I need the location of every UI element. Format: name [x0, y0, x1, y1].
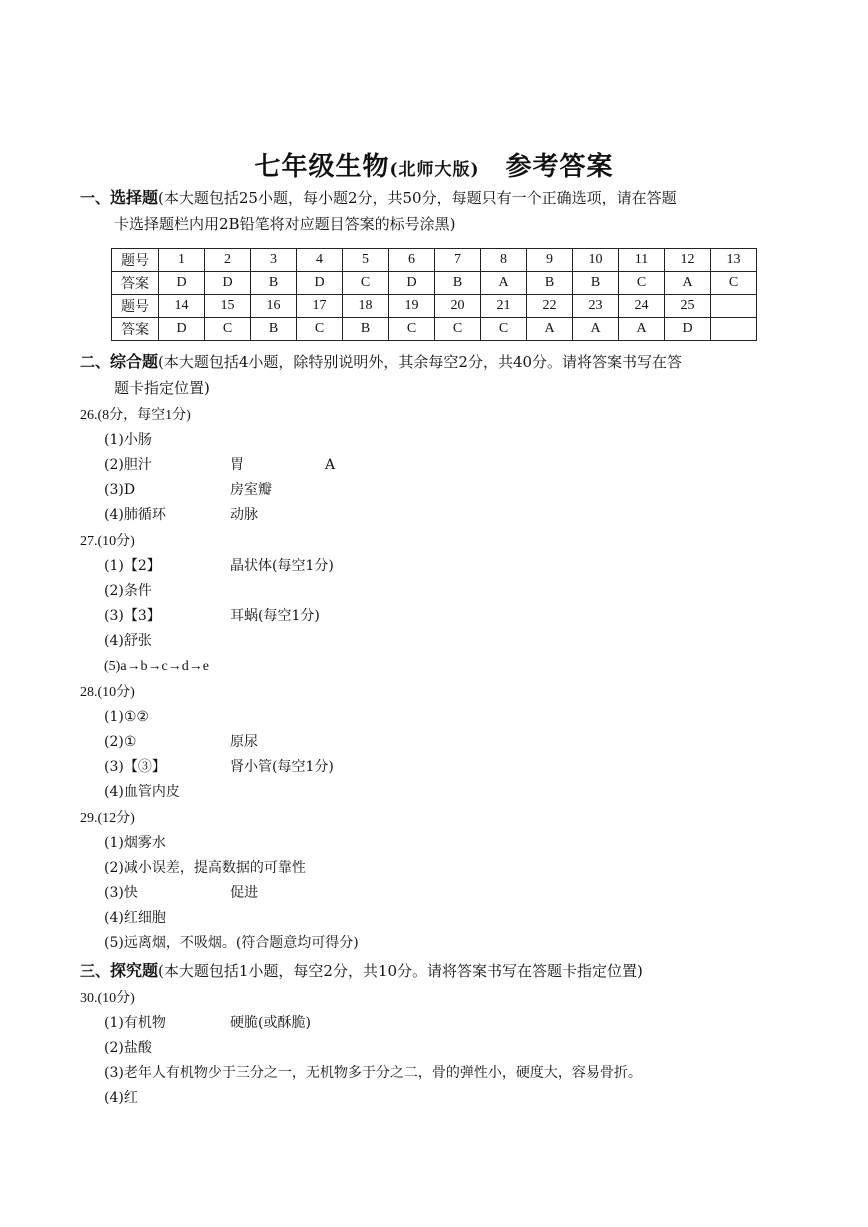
- section-3-heading: [80, 958, 795, 984]
- answer-line: [80, 428, 191, 453]
- answer-table-cell: C: [711, 272, 757, 295]
- answer-text: (3)快: [104, 885, 138, 901]
- answer-line: [80, 1011, 642, 1036]
- section-1-number: 一、: [80, 189, 111, 207]
- answer-table-cell: C: [297, 318, 343, 341]
- answer-text: (2)盐酸: [104, 1040, 152, 1056]
- question-27: [80, 529, 334, 679]
- answer-text: 晶状体(每空1分): [230, 558, 334, 574]
- answer-text: 房室瓣: [230, 482, 272, 498]
- section-2-instructions-line1: (本大题包括4小题，除特别说明外，其余每空2分，共40分。请将答案书写在答: [158, 353, 683, 371]
- question-30: [80, 986, 642, 1111]
- answer-table-cell: 16: [251, 295, 297, 318]
- answer-text: 动脉: [230, 507, 258, 523]
- answer-table-cell: 11: [619, 249, 665, 272]
- answer-text: 硬脆(或酥脆): [230, 1015, 311, 1031]
- answer-text: A: [325, 457, 336, 473]
- answer-text: (2)减小误差，提高数据的可靠性: [104, 860, 306, 876]
- section-3-instructions: (本大题包括1小题，每空2分，共10分。请将答案书写在答题卡指定位置): [158, 962, 643, 980]
- answer-table-cell: 13: [711, 249, 757, 272]
- answer-table-cell: A: [619, 318, 665, 341]
- answer-table-cell: 21: [481, 295, 527, 318]
- answer-table-cell: B: [251, 318, 297, 341]
- answer-line: [80, 478, 272, 503]
- title-suffix: 参考答案: [505, 152, 614, 182]
- answer-table-cell: D: [297, 272, 343, 295]
- answer-table-cell: 22: [527, 295, 573, 318]
- answer-text: (1)有机物: [104, 1015, 166, 1031]
- answer-table-cell: B: [343, 318, 389, 341]
- answer-table-cell: 3: [251, 249, 297, 272]
- answer-text: (1)烟雾水: [104, 835, 166, 851]
- answer-table-cell: 2: [205, 249, 251, 272]
- answer-text: (2)胆汁: [104, 457, 152, 473]
- answer-table-cell: 14: [159, 295, 205, 318]
- answer-table-row: [112, 295, 757, 318]
- answer-table-row: [112, 272, 757, 295]
- answer-table-cell: B: [251, 272, 297, 295]
- answer-line: [80, 1061, 642, 1086]
- answer-line: [80, 856, 359, 881]
- answer-text: (5)a→b→c→d→e: [104, 659, 209, 674]
- section-1-instructions-line2: 卡选择题栏内用2B铅笔将对应题目答案的标号涂黑): [114, 215, 456, 233]
- answer-table-cell: D: [389, 272, 435, 295]
- answer-text: 促进: [230, 885, 258, 901]
- answer-table-cell: B: [527, 272, 573, 295]
- answer-table-cell: A: [665, 272, 711, 295]
- answer-table-cell: [711, 318, 757, 341]
- answer-table-cell: 7: [435, 249, 481, 272]
- answer-line: [80, 503, 258, 528]
- answer-line: [80, 906, 359, 931]
- title-edition: (北师大版): [389, 160, 480, 180]
- answer-table-cell: 19: [389, 295, 435, 318]
- answer-text: (4)肺循环: [104, 507, 166, 523]
- section-3-number: 三、: [80, 962, 111, 980]
- answer-line: [80, 755, 334, 780]
- answer-table-cell: C: [343, 272, 389, 295]
- answer-text: (2)条件: [104, 583, 152, 599]
- section-1-name: 选择题: [110, 188, 159, 207]
- answer-table-cell: C: [205, 318, 251, 341]
- answer-table-cell: 17: [297, 295, 343, 318]
- answer-table-cell: 4: [297, 249, 343, 272]
- section-2-number: 二、: [80, 353, 111, 371]
- answer-table-cell: 1: [159, 249, 205, 272]
- answer-table-cell: A: [573, 318, 619, 341]
- answer-table-row-header: 题号: [112, 249, 159, 272]
- question-header: 29.(12分): [80, 811, 135, 826]
- answer-table-cell: 25: [665, 295, 711, 318]
- answer-text: (4)红: [104, 1090, 138, 1106]
- answer-text: (3)【③】: [104, 759, 166, 775]
- answer-text: (4)血管内皮: [104, 784, 180, 800]
- question-26: [80, 403, 336, 528]
- answer-line: [80, 654, 209, 679]
- answer-text: 原尿: [230, 734, 258, 750]
- answer-table-row: [112, 249, 757, 272]
- answer-text: (4)红细胞: [104, 910, 166, 926]
- answer-table-cell: 20: [435, 295, 481, 318]
- answer-text: (3)D: [104, 482, 136, 498]
- answer-line: [80, 1086, 642, 1111]
- answer-table-cell: B: [573, 272, 619, 295]
- question-29: [80, 806, 359, 956]
- answer-table-row-header: 答案: [112, 318, 159, 341]
- question-header: 28.(10分): [80, 685, 135, 700]
- answer-table-cell: 10: [573, 249, 619, 272]
- answer-line: [80, 730, 258, 755]
- section-1-heading: [80, 185, 795, 237]
- answer-line: [80, 554, 334, 579]
- question-header: 27.(10分): [80, 534, 135, 549]
- answer-text: (1)小肠: [104, 432, 152, 448]
- question-header: 30.(10分): [80, 991, 135, 1006]
- answer-table: [111, 248, 757, 341]
- answer-text: 胃: [230, 457, 244, 473]
- answer-table-cell: 23: [573, 295, 619, 318]
- answer-text: (2)①: [104, 734, 137, 750]
- answer-text: (1)【2】: [104, 558, 161, 574]
- answer-table-row-header: 答案: [112, 272, 159, 295]
- answer-table-cell: A: [481, 272, 527, 295]
- answer-table-cell: 18: [343, 295, 389, 318]
- answer-line: [80, 579, 209, 604]
- answer-table-cell: [711, 295, 757, 318]
- answer-table-cell: 8: [481, 249, 527, 272]
- answer-text: (4)舒张: [104, 633, 152, 649]
- answer-table-row-header: 题号: [112, 295, 159, 318]
- answer-line: [80, 604, 320, 629]
- answer-line: [80, 780, 180, 805]
- answer-table-cell: D: [205, 272, 251, 295]
- answer-text: (3)老年人有机物少于三分之一，无机物多于分之二，骨的弹性小，硬度大，容易骨折。: [104, 1065, 642, 1081]
- answer-table-cell: B: [435, 272, 481, 295]
- answer-line: [80, 1036, 642, 1061]
- answer-text: 肾小管(每空1分): [230, 759, 334, 775]
- answer-line: [80, 629, 209, 654]
- answer-line: [80, 881, 359, 906]
- question-header: 26.(8分，每空1分): [80, 408, 191, 423]
- answer-table-cell: D: [159, 272, 205, 295]
- answer-table-cell: 9: [527, 249, 573, 272]
- answer-table-cell: D: [665, 318, 711, 341]
- answer-table-cell: A: [527, 318, 573, 341]
- answer-text: 耳蜗(每空1分): [230, 608, 320, 624]
- section-2-instructions-line2: 题卡指定位置): [114, 379, 210, 397]
- answer-line: [80, 931, 359, 956]
- question-28: [80, 680, 334, 805]
- answer-line: [80, 831, 359, 856]
- section-2-heading: [80, 349, 795, 401]
- title-main: 七年级生物: [254, 152, 390, 182]
- answer-table-cell: 24: [619, 295, 665, 318]
- answer-text: (1)①②: [104, 709, 149, 725]
- answer-text: (5)远离烟，不吸烟。(符合题意均可得分): [104, 935, 359, 951]
- answer-table-cell: C: [389, 318, 435, 341]
- page-title: [0, 146, 868, 183]
- answer-table-cell: 12: [665, 249, 711, 272]
- answer-table-cell: C: [481, 318, 527, 341]
- section-3-name: 探究题: [110, 961, 159, 980]
- answer-line: [80, 705, 180, 730]
- answer-line: [80, 453, 336, 478]
- answer-table-row: [112, 318, 757, 341]
- answer-table-cell: C: [435, 318, 481, 341]
- section-2-name: 综合题: [110, 352, 159, 371]
- section-1-instructions-line1: (本大题包括25小题，每小题2分，共50分，每题只有一个正确选项，请在答题: [158, 189, 677, 207]
- answer-text: (3)【3】: [104, 608, 161, 624]
- answer-table-cell: D: [159, 318, 205, 341]
- answer-table-cell: 6: [389, 249, 435, 272]
- answer-table-cell: 15: [205, 295, 251, 318]
- answer-table-cell: C: [619, 272, 665, 295]
- answer-table-cell: 5: [343, 249, 389, 272]
